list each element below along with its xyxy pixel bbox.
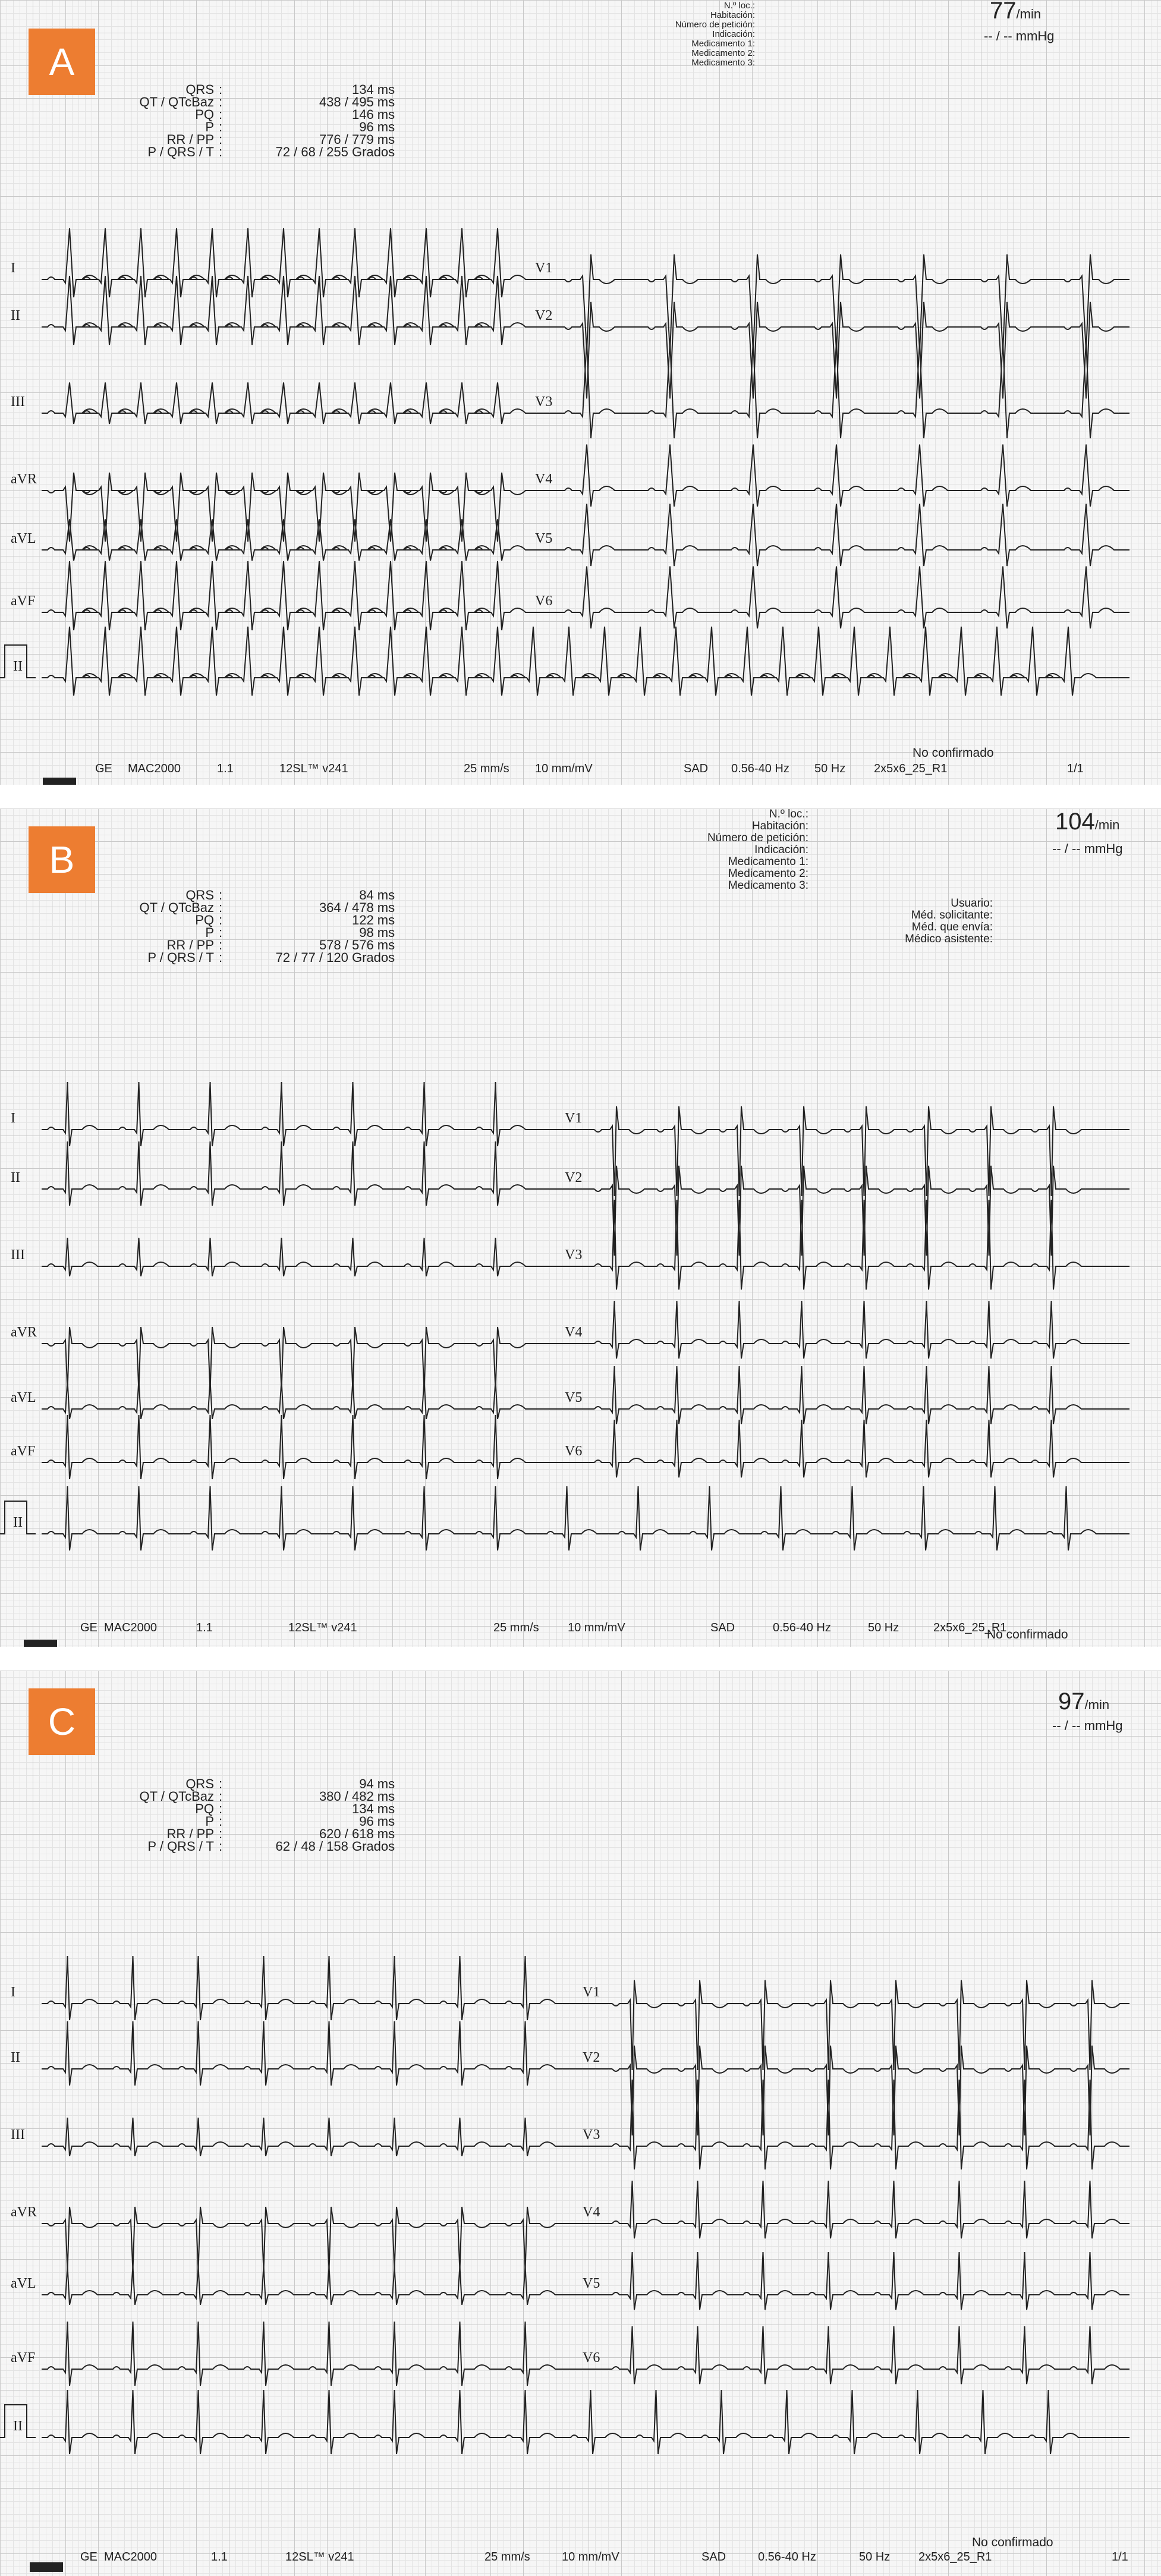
ecg-trace-avr [42, 1327, 594, 1391]
lead-label: V3 [535, 394, 553, 410]
ecg-trace-avf [42, 561, 565, 630]
lead-label: aVL [11, 1390, 36, 1405]
panel-label: C [29, 1688, 95, 1755]
footer-mark [24, 1640, 57, 1647]
lead-label: V1 [565, 1111, 583, 1126]
measurement-row: P : 96 ms [205, 119, 395, 134]
lead-label: V5 [565, 1390, 583, 1405]
ecg-trace-rhythm [42, 627, 1129, 696]
ecg-trace-avf [42, 2322, 612, 2386]
lead-label: V6 [565, 1443, 583, 1459]
ecg-traces [0, 1671, 1161, 2576]
ecg-trace-avr [42, 2207, 612, 2271]
measurement-row: RR / PP : 620 / 618 ms [166, 1826, 395, 1841]
lead-label: V4 [583, 2204, 600, 2220]
ecg-trace-v2 [594, 1166, 1129, 1256]
lead-label: II [11, 2050, 20, 2065]
measurement-row: PQ : 122 ms [195, 913, 395, 927]
measurement-row: RR / PP : 776 / 779 ms [166, 132, 395, 147]
unconfirmed-label: No confirmado [972, 2536, 1053, 2549]
lead-label: aVR [11, 2204, 37, 2220]
lead-label: V4 [535, 471, 553, 487]
ecg-trace-v4 [594, 1301, 1129, 1358]
lead-label: V6 [583, 2350, 600, 2366]
heart-rate: 77/min [990, 0, 1042, 24]
panel-separator [0, 1647, 1161, 1671]
ecg-panel-b [0, 809, 1161, 1647]
ecg-panel-a [0, 0, 1161, 785]
ecg-trace-v5 [565, 504, 1129, 566]
unconfirmed-label: No confirmado [987, 1628, 1068, 1641]
measurement-row: QRS : 94 ms [185, 1776, 395, 1791]
lead-label: V3 [565, 1247, 583, 1263]
ecg-trace-i [42, 228, 565, 297]
measurement-row: P : 96 ms [205, 1814, 395, 1829]
ecg-trace-v2 [565, 302, 1129, 399]
lead-label: aVF [11, 1443, 36, 1459]
heart-rate: 97/min [1058, 1688, 1110, 1715]
lead-label: III [11, 394, 25, 410]
ecg-trace-avr [42, 473, 565, 542]
patient-info-fields: N.º loc.: Habitación: Número de petición: Indicación: Medicamento 1: Medicamento 2: Medicamento 3: [707, 809, 808, 892]
lead-label: II [11, 1170, 20, 1185]
lead-label: aVL [11, 2276, 36, 2291]
panel-label: A [29, 29, 95, 95]
heart-rate: 104/min [1055, 809, 1120, 835]
lead-label: V2 [535, 308, 553, 323]
measurement-row: P / QRS / T : 62 / 48 / 158 Grados [147, 1839, 395, 1854]
lead-label: II [13, 1515, 23, 1530]
ecg-footer: GE MAC2000 1.1 12SL™ v241 25 mm/s 10 mm/mV SAD 0.56-40 Hz 50 Hz 2x5x6_25_R1 1/1 [95, 762, 1084, 775]
lead-label: V1 [583, 1984, 600, 2000]
ecg-trace-rhythm [42, 1486, 1129, 1550]
ecg-trace-v6 [612, 2326, 1129, 2384]
measurement-row: P : 98 ms [205, 925, 395, 940]
lead-label: aVR [11, 1325, 37, 1340]
ecg-trace-v4 [612, 2181, 1129, 2238]
ecg-trace-ii [42, 276, 565, 345]
ecg-trace-v3 [612, 2080, 1129, 2169]
ecg-trace-avl [42, 1380, 594, 1419]
ecg-trace-v5 [594, 1366, 1129, 1424]
measurement-row: QRS : 84 ms [185, 888, 395, 902]
measurement-row: PQ : 146 ms [195, 107, 395, 122]
panel-separator [0, 785, 1161, 809]
lead-label: I [11, 1984, 15, 2000]
ecg-trace-i [42, 1956, 612, 2020]
ecg-trace-v4 [565, 445, 1129, 507]
ecg-trace-rhythm [42, 2390, 1129, 2454]
lead-label: V1 [535, 260, 553, 276]
measurement-row: QT / QTcBaz : 438 / 495 ms [139, 95, 395, 109]
blood-pressure: -- / -- mmHg [1052, 841, 1123, 856]
ecg-trace-iii [42, 1238, 594, 1276]
ecg-trace-v5 [612, 2252, 1129, 2310]
physician-info-fields: Usuario: Méd. solicitante: Méd. que envía: Médico asistente: [905, 897, 993, 945]
ecg-trace-ii [42, 1141, 594, 1206]
blood-pressure: -- / -- mmHg [1052, 1718, 1123, 1733]
lead-label: aVF [11, 2350, 36, 2366]
ecg-trace-v1 [612, 1980, 1129, 2070]
lead-label: V5 [583, 2276, 600, 2291]
ecg-trace-v2 [612, 2046, 1129, 2135]
blood-pressure: -- / -- mmHg [984, 29, 1055, 43]
unconfirmed-label: No confirmado [913, 746, 994, 760]
ecg-trace-avl [42, 2266, 612, 2305]
measurement-row: PQ : 134 ms [195, 1801, 395, 1816]
lead-label: II [13, 2418, 23, 2434]
lead-label: V2 [583, 2050, 600, 2065]
panel-label: B [29, 826, 95, 893]
measurement-row: P / QRS / T : 72 / 68 / 255 Grados [147, 144, 395, 159]
measurement-row: QT / QTcBaz : 380 / 482 ms [139, 1789, 395, 1804]
lead-label: III [11, 2127, 25, 2143]
ecg-trace-v3 [594, 1200, 1129, 1289]
ecg-trace-v6 [594, 1420, 1129, 1477]
ecg-trace-v6 [565, 567, 1129, 628]
measurement-row: RR / PP : 578 / 576 ms [166, 938, 395, 952]
ecg-trace-v3 [565, 342, 1129, 439]
lead-label: V2 [565, 1170, 583, 1185]
lead-label: aVL [11, 531, 36, 546]
lead-label: aVF [11, 593, 36, 609]
ecg-trace-i [42, 1082, 594, 1146]
lead-label: V6 [535, 593, 553, 609]
ecg-traces [0, 809, 1161, 1647]
measurement-row: QT / QTcBaz : 364 / 478 ms [139, 900, 395, 915]
lead-label: aVR [11, 471, 37, 487]
ecg-panel-c [0, 1671, 1161, 2576]
ecg-footer: GE MAC2000 1.1 12SL™ v241 25 mm/s 10 mm/mV SAD 0.56-40 Hz 50 Hz 2x5x6_25_R1 1/1 [80, 2550, 1128, 2564]
lead-label: V5 [535, 531, 553, 546]
patient-info-fields: N.º loc.: Habitación: Número de petición: Indicación: Medicamento 1: Medicamento 2: Medicamento 3: [675, 1, 755, 68]
ecg-trace-iii [42, 2118, 612, 2156]
measurement-row: QRS : 134 ms [185, 82, 395, 97]
lead-label: II [11, 308, 20, 323]
ecg-trace-avf [42, 1415, 594, 1479]
measurement-row: P / QRS / T : 72 / 77 / 120 Grados [147, 950, 395, 965]
lead-label: II [13, 659, 23, 674]
ecg-trace-iii [42, 382, 565, 424]
lead-label: I [11, 1111, 15, 1126]
ecg-footer: GE MAC2000 1.1 12SL™ v241 25 mm/s 10 mm/mV SAD 0.56-40 Hz 50 Hz 2x5x6_25_R1 [80, 1621, 1007, 1634]
ecg-trace-avl [42, 519, 565, 561]
lead-label: I [11, 260, 15, 276]
ecg-trace-ii [42, 2021, 612, 2086]
ecg-trace-v1 [594, 1106, 1129, 1196]
ecg-traces [0, 0, 1161, 785]
lead-label: V4 [565, 1325, 583, 1340]
lead-label: V3 [583, 2127, 600, 2143]
ecg-trace-v1 [565, 254, 1129, 351]
lead-label: III [11, 1247, 25, 1263]
